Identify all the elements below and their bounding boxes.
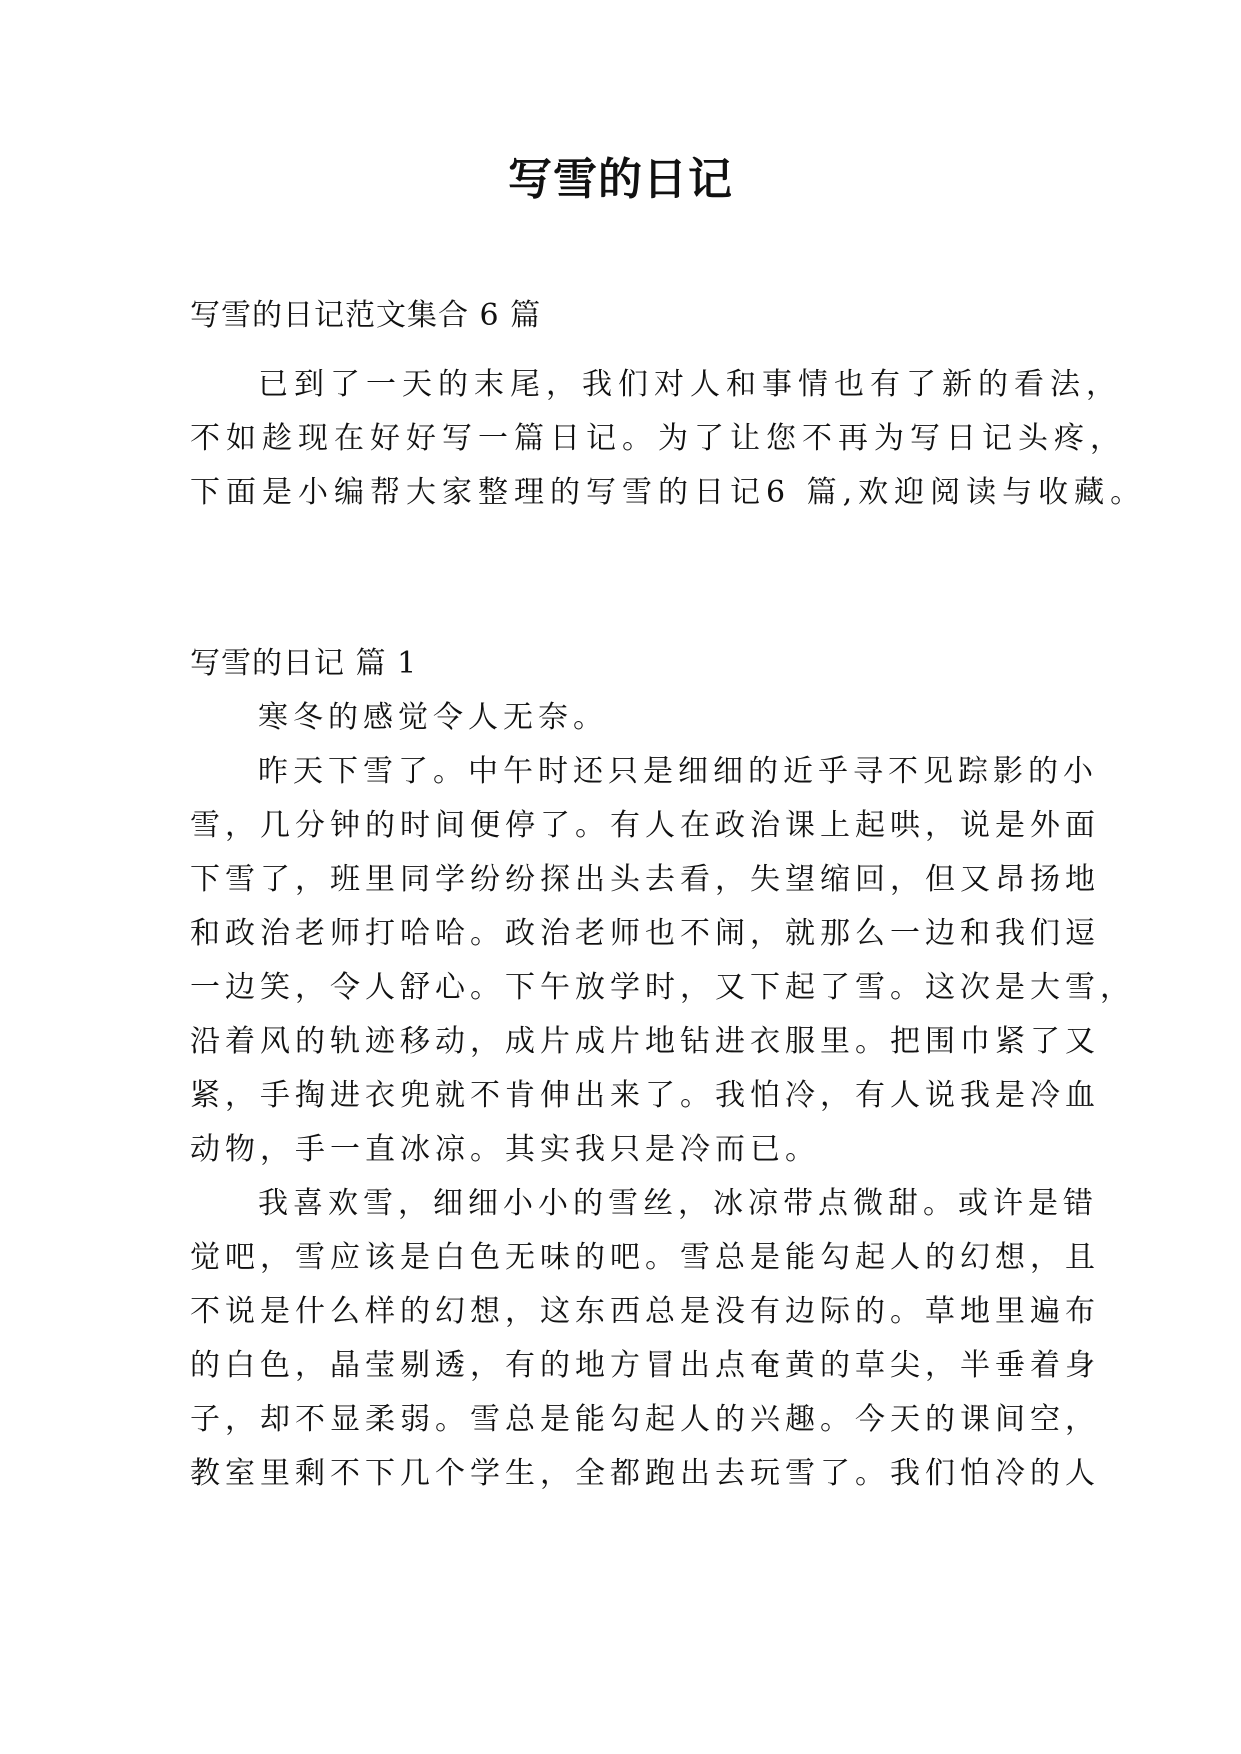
body-line-1: 寒冬的感觉令人无奈。 (258, 700, 608, 735)
body-line-14: 子，却不显柔弱。雪总是能勾起人的兴趣。今天的课间空， (190, 1402, 1100, 1437)
body-line-3: 雪，几分钟的时间便停了。有人在政治课上起哄，说是外面 (190, 808, 1100, 843)
body-line-15: 教室里剩不下几个学生，全都跑出去玩雪了。我们怕冷的人 (190, 1456, 1100, 1491)
section-heading: 写雪的日记 篇 1 (190, 646, 418, 681)
body-line-10: 我喜欢雪，细细小小的雪丝，冰凉带点微甜。或许是错 (258, 1186, 1098, 1221)
body-line-8: 紧，手掏进衣兜就不肯伸出来了。我怕冷，有人说我是冷血 (190, 1078, 1100, 1113)
body-line-5: 和政治老师打哈哈。政治老师也不闹，就那么一边和我们逗 (190, 916, 1100, 951)
intro-line-2: 不如趁现在好好写一篇日记。为了让您不再为写日记头疼， (190, 421, 1126, 456)
intro-line-3: 下面是小编帮大家整理的写雪的日记6 篇,欢迎阅读与收藏。 (190, 475, 1147, 510)
body-line-13: 的白色，晶莹剔透，有的地方冒出点奄黄的草尖，半垂着身 (190, 1348, 1100, 1383)
body-line-9: 动物，手一直冰凉。其实我只是冷而已。 (190, 1132, 820, 1167)
intro-line-1: 已到了一天的末尾，我们对人和事情也有了新的看法， (258, 367, 1122, 402)
body-line-7: 沿着风的轨迹移动，成片成片地钻进衣服里。把围巾紧了又 (190, 1024, 1100, 1059)
document-title: 写雪的日记 (508, 154, 733, 205)
body-line-6: 一边笑，令人舒心。下午放学时，又下起了雪。这次是大雪， (190, 970, 1135, 1005)
body-line-11: 觉吧，雪应该是白色无味的吧。雪总是能勾起人的幻想，且 (190, 1240, 1100, 1275)
body-line-12: 不说是什么样的幻想，这东西总是没有边际的。草地里遍布 (190, 1294, 1100, 1329)
document-subtitle: 写雪的日记范文集合 6 篇 (190, 298, 542, 333)
body-line-2: 昨天下雪了。中午时还只是细细的近乎寻不见踪影的小 (258, 754, 1098, 789)
body-line-4: 下雪了，班里同学纷纷探出头去看，失望缩回，但又昂扬地 (190, 862, 1100, 897)
